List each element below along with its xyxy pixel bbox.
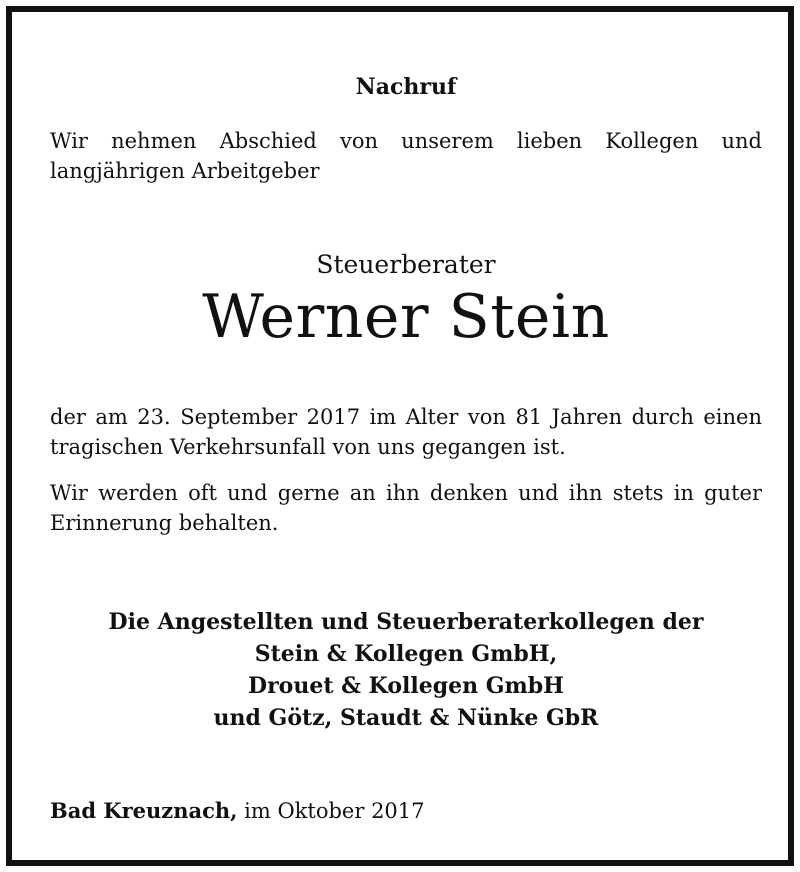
deceased-name: Werner Stein xyxy=(202,282,610,352)
remembrance-text: Wir werden oft und gerne an ihn denken und ihn stets in guter Erinnerung behalten. xyxy=(50,481,762,535)
obituary-heading: Nachruf xyxy=(355,74,457,100)
obituary-frame xyxy=(6,6,794,866)
signer-line: Stein & Kollegen GmbH, xyxy=(254,641,558,667)
obituary-content xyxy=(50,72,762,826)
signer-line: Die Angestellten und Steuerberaterkollegen der xyxy=(108,609,704,635)
signers-block xyxy=(50,606,762,734)
place-date-line xyxy=(50,796,762,826)
place-text: Bad Kreuznach, xyxy=(50,798,238,823)
date-text: im Oktober 2017 xyxy=(244,799,425,823)
death-details-text: der am 23. September 2017 im Alter von 81 Jahren durch einen tragischen Verkehrsunfall von uns gegangen ist. xyxy=(50,405,762,459)
intro-text: Wir nehmen Abschied von unserem lieben Kollegen und langjährigen Arbeitgeber xyxy=(50,129,762,183)
deceased-title: Steuerberater xyxy=(316,250,496,279)
signer-line: und Götz, Staudt & Nünke GbR xyxy=(213,705,599,731)
signer-line: Drouet & Kollegen GmbH xyxy=(248,673,564,699)
